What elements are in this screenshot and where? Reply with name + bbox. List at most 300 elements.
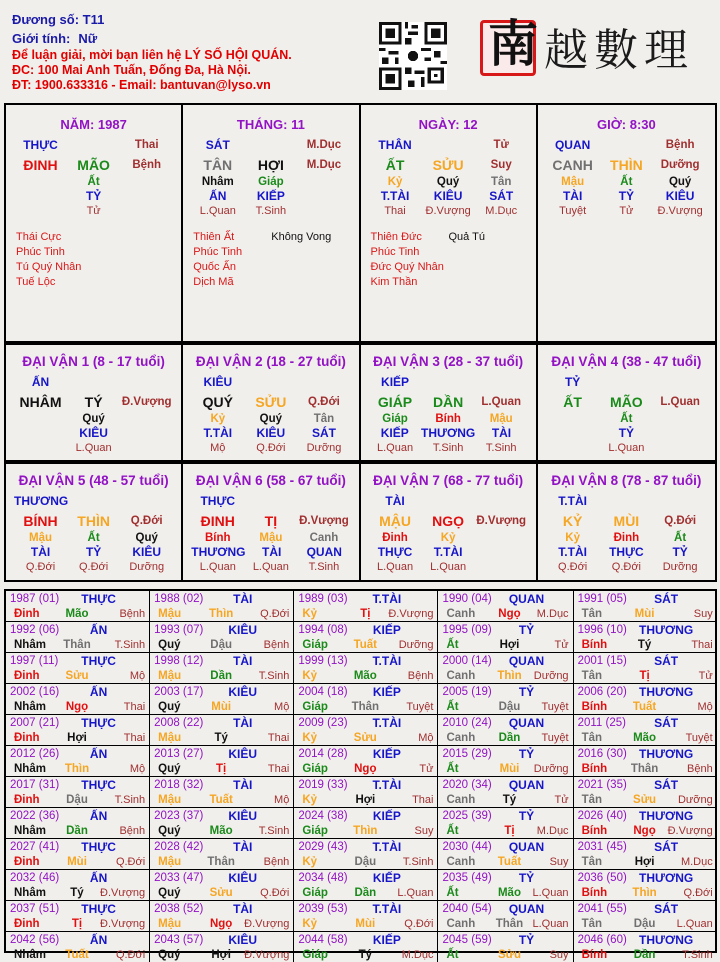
year-top [578,933,713,948]
year-ten-god: TỶ [518,933,535,947]
year-cell[interactable] [150,591,294,622]
year-cell[interactable] [574,839,717,870]
hidden-stem: Ất [620,413,633,425]
year-top [10,747,145,762]
dai-van-3[interactable] [361,345,538,460]
year-bottom [442,731,568,745]
year-cell[interactable] [438,591,573,622]
life-stage: Đ.Vượng [121,396,172,408]
dai-van-2[interactable] [183,345,360,460]
year-stem: Bính [581,887,608,899]
ten-god: TÀI [385,494,405,508]
hidden-gods-row [6,545,181,559]
year-cell[interactable] [438,839,573,870]
year-stage: Suy [549,949,569,961]
year-label: 1999 (13) [298,655,348,667]
star-item: Tuế Lộc [16,276,56,288]
year-cell[interactable] [150,839,294,870]
dai-van-title: ĐẠI VẬN 7 (68 - 77 tuổi) [373,473,524,488]
year-cell[interactable] [294,808,438,839]
dai-van-main-row [6,392,181,412]
year-stage: Dưỡng [533,763,569,775]
hidden-god [14,189,67,203]
hidden-stems-row [361,175,536,189]
hidden-gods-row [538,189,715,203]
year-cell[interactable] [294,870,438,901]
year-top [10,685,145,700]
year-top [578,623,713,638]
chart-info [12,10,292,93]
year-branch: Dần [210,670,233,682]
year-cell[interactable] [438,715,573,746]
pillar-3[interactable] [538,105,715,341]
year-branch: Thìn [632,887,657,899]
year-ten-god: KIÊU [228,685,258,699]
ten-god: ẤN [31,375,50,389]
hidden-stem: Mậu [489,413,513,425]
annual-luck-table [4,589,717,961]
year-stage: Suy [549,856,569,868]
year-ten-god: QUAN [508,716,545,730]
year-stage: Tử [554,794,569,806]
earthly-branch: HỢI [257,157,284,173]
year-stem: Canh [446,608,476,620]
hidden-god: TỶ [85,545,102,559]
god-stage: Tử [493,139,509,151]
year-branch: Thân [351,701,380,713]
year-cell[interactable] [150,901,294,932]
year-stage: Bệnh [687,763,713,775]
hidden-god: TỶ [618,189,635,203]
hidden-stem: Mậu [259,532,283,544]
hidden-god: T.TÀI [558,545,587,559]
year-stage: L.Quan [532,887,569,899]
year-ten-god: QUAN [508,654,545,668]
year-stage: T.Sinh [258,670,290,682]
year-cell[interactable] [6,653,150,684]
year-stage: Đ.Vượng [244,949,290,961]
earthly-branch: TÝ [84,394,103,410]
life-stage: Q.Đới [664,515,697,527]
year-stem: Tân [581,856,603,868]
hidden-god [653,426,707,440]
dai-van-main-row [538,511,715,531]
year-cell[interactable] [438,684,573,715]
year-cell[interactable] [294,746,438,777]
year-top [578,902,713,917]
dai-van-god-row [361,372,536,392]
year-stem: Quý [158,639,181,651]
year-cell[interactable] [574,684,717,715]
year-label: 1991 (05) [577,593,627,605]
year-branch: Dần [66,825,88,837]
year-top [154,623,289,638]
heavenly-stem: TÂN [203,157,233,173]
year-top [442,778,568,793]
year-ten-god: TÀI [233,902,253,916]
god-stage: Thai [134,139,159,151]
year-branch: Sửu [209,887,233,899]
year-bottom [578,824,713,838]
dai-van-1[interactable] [6,345,183,460]
year-cell[interactable] [6,715,150,746]
year-stem: Kỷ [302,856,318,868]
year-stage: Đ.Vượng [667,825,713,837]
year-label: 2045 (59) [442,934,492,946]
year-label: 2031 (45) [577,841,627,853]
hidden-god [297,189,350,203]
year-branch: Thân [630,763,659,775]
year-cell[interactable] [574,622,717,653]
qr-code-icon[interactable] [379,22,447,90]
hidden-stem [653,412,707,426]
year-branch: Mùi [355,918,376,930]
year-cell[interactable] [438,870,573,901]
hidden-god: KIẾP [380,426,409,440]
year-cell[interactable] [574,870,717,901]
year-branch: Sửu [65,670,89,682]
year-cell[interactable] [6,622,150,653]
year-cell[interactable] [574,591,717,622]
year-cell[interactable] [438,777,573,808]
hidden-stage: Q.Đới [256,442,286,454]
pillar-god-row [361,135,536,155]
year-label: 2008 (22) [154,717,204,729]
year-cell[interactable] [150,777,294,808]
hidden-god: TỶ [618,426,635,440]
year-stage: T.Sinh [402,856,434,868]
year-cell[interactable] [150,684,294,715]
hidden-stems-row [6,412,181,426]
year-ten-god: TỶ [518,623,535,637]
ten-god: T.TÀI [558,494,587,508]
year-cell[interactable] [574,746,717,777]
hidden-stem [120,412,173,426]
year-cell[interactable] [6,746,150,777]
year-cell[interactable] [294,932,438,962]
year-bottom [10,793,145,807]
year-cell[interactable] [150,870,294,901]
year-top [10,840,145,855]
hidden-god: TÀI [562,189,583,203]
special-stars [16,230,81,290]
year-stem: Canh [446,856,476,868]
year-cell[interactable] [150,932,294,962]
year-label: 2029 (43) [298,841,348,853]
dai-van-7[interactable] [361,464,538,580]
year-label: 2005 (19) [442,686,492,698]
hidden-god: TÀI [30,545,51,559]
year-stem: Quý [158,825,181,837]
year-label: 1992 (06) [10,624,60,636]
year-label: 2022 (36) [10,810,60,822]
life-stage: Suy [490,159,512,171]
ten-god: QUAN [554,138,591,152]
hidden-stage [120,440,173,456]
year-ten-god: SÁT [654,902,679,916]
year-cell[interactable] [294,622,438,653]
dai-van-5[interactable] [6,464,183,580]
year-stem: Ất [446,949,459,961]
year-ten-god: QUAN [508,592,545,606]
year-cell[interactable] [294,684,438,715]
year-cell[interactable] [574,808,717,839]
special-stars [193,230,332,290]
year-cell[interactable] [574,932,717,962]
year-label: 1997 (11) [10,655,59,667]
year-cell[interactable] [294,901,438,932]
year-cell[interactable] [438,622,573,653]
year-top [154,778,289,793]
star-item: Quốc Ấn [193,261,237,273]
gioi-tinh-label: Giới tính: [12,31,71,46]
year-branch: Mão [353,670,377,682]
year-cell[interactable] [150,715,294,746]
year-label: 2000 (14) [442,655,492,667]
year-ten-god: QUAN [508,840,545,854]
year-cell[interactable] [150,653,294,684]
year-branch: Thân [495,918,524,930]
year-cell[interactable] [294,591,438,622]
year-branch: Hợi [355,794,376,806]
earthly-branch: NGỌ [432,513,465,529]
year-ten-god: TÀI [233,592,253,606]
year-branch: Sửu [353,732,377,744]
year-cell[interactable] [6,839,150,870]
year-stage: Tuyệt [406,701,434,713]
year-bottom [154,607,289,621]
year-bottom [578,917,713,931]
earthly-branch: MÃO [77,157,110,173]
year-ten-god: KIÊU [228,933,258,947]
year-cell[interactable] [438,653,573,684]
year-branch: Ngọ [209,918,233,930]
year-cell[interactable] [150,622,294,653]
year-cell[interactable] [6,808,150,839]
year-cell[interactable] [150,746,294,777]
year-cell[interactable] [438,901,573,932]
hidden-god: T.TÀI [433,545,463,559]
year-stage: Mộ [418,732,434,744]
hidden-stems-row [538,175,715,189]
year-cell[interactable] [438,808,573,839]
year-cell[interactable] [6,591,150,622]
hidden-gods-row [361,426,536,440]
pillar-main-row [538,155,715,175]
year-stage: Bệnh [263,856,290,868]
hidden-stage: L.Quan [608,442,645,454]
year-branch: Tuất [209,794,233,806]
year-cell[interactable] [6,777,150,808]
year-label: 2011 (25) [577,717,626,729]
year-stage: Mộ [274,794,290,806]
year-bottom [154,824,289,838]
hidden-stage [546,440,600,456]
hidden-stem [475,531,528,545]
year-cell[interactable] [294,653,438,684]
hidden-stages-row [6,203,181,219]
hidden-stage [14,440,67,456]
dai-van-8[interactable] [538,464,715,580]
year-ten-god: THỰC [81,654,116,668]
year-stage: T.Sinh [114,639,146,651]
year-label: 2004 (18) [298,686,348,698]
year-top [578,809,713,824]
year-cell[interactable] [150,808,294,839]
life-stage: Q.Đới [308,396,340,408]
year-ten-god: ẤN [89,933,108,947]
year-stem: Đinh [14,732,40,744]
year-branch: Tý [70,887,84,899]
hidden-stem: Tân [313,413,335,425]
year-cell[interactable] [438,932,573,962]
hidden-god: SÁT [489,189,514,203]
year-label: 2030 (44) [442,841,492,853]
year-top [442,933,568,948]
hidden-stems-row [6,531,181,545]
year-stem: Tân [581,608,603,620]
heavenly-stem: ĐINH [200,513,235,529]
year-stage: Mộ [129,763,146,775]
pillar-main-row [6,155,181,175]
year-cell[interactable] [6,870,150,901]
hidden-stage: T.Sinh [255,205,287,217]
pillar-title: NĂM: 1987 [60,117,127,132]
hidden-stem: Ất [674,532,687,544]
year-bottom [442,762,568,776]
year-cell[interactable] [574,901,717,932]
year-stem: Mậu [158,918,182,930]
year-label: 1996 (10) [577,624,627,636]
year-stage: Mộ [274,701,290,713]
year-top [578,716,713,731]
dai-van-god-row [6,491,181,511]
year-label: 2012 (26) [10,748,60,760]
year-top [154,871,289,886]
year-stage: L.Quan [532,918,569,930]
year-cell[interactable] [574,715,717,746]
year-top [298,871,433,886]
year-cell[interactable] [294,839,438,870]
year-ten-god: ẤN [89,685,108,699]
year-ten-god: THƯƠNG [639,685,694,699]
year-branch: Mão [633,732,657,744]
pillar-title: NGÀY: 12 [418,117,478,132]
hidden-god [120,426,173,440]
star-item: Tú Quý Nhân [16,261,82,273]
hidden-stem: Nhâm [201,176,234,188]
year-ten-god: THỰC [81,716,116,730]
pillar-title: GIỜ: 8:30 [596,117,656,132]
pillar-2[interactable] [361,105,538,341]
year-ten-god: ẤN [89,623,108,637]
year-stage: Đ.Vượng [244,918,290,930]
pillar-god-row [6,135,181,155]
hidden-gods-row [183,426,358,440]
dai-van-6[interactable] [183,464,360,580]
year-stem: Kỷ [302,918,318,930]
hidden-gods-row [538,426,715,440]
year-cell[interactable] [6,932,150,962]
year-cell[interactable] [294,715,438,746]
year-cell[interactable] [6,684,150,715]
year-stem: Đinh [14,794,40,806]
hidden-stem: Bính [205,532,231,544]
year-ten-god: KIẾP [372,623,401,637]
year-ten-god: T.TÀI [372,716,402,730]
year-branch: Hợi [634,856,655,868]
year-stem: Kỷ [302,670,318,682]
dai-van-title: ĐẠI VẬN 2 (18 - 27 tuổi) [195,354,346,369]
hidden-stage: L.Quan [376,442,414,454]
hidden-gods-row [361,189,536,203]
year-stage: Đ.Vượng [388,608,434,620]
pillar-god-row [538,135,715,155]
year-label: 2003 (17) [154,686,204,698]
year-top [442,809,568,824]
year-ten-god: THƯƠNG [639,623,694,637]
life-stage: Đ.Vượng [299,515,349,527]
earthly-branch: MÙI [613,513,640,529]
year-stem: Quý [158,701,181,713]
year-top [298,902,433,917]
dai-van-main-row [183,392,358,412]
dai-van-4[interactable] [538,345,715,460]
god-stage: Bệnh [665,139,695,151]
year-cell[interactable] [574,777,717,808]
year-top [154,840,289,855]
year-top [298,840,433,855]
pillar-1[interactable] [183,105,360,341]
hidden-stem: Kỷ [210,413,226,425]
year-stage: T.Sinh [258,825,290,837]
year-cell[interactable] [574,653,717,684]
year-cell[interactable] [438,746,573,777]
year-ten-god: TÀI [233,840,253,854]
hidden-stem: Ất [87,532,100,544]
heavenly-stem: GIÁP [377,394,413,410]
year-branch: Ngọ [65,701,89,713]
year-cell[interactable] [6,901,150,932]
year-top [10,809,145,824]
hidden-stage: L.Quan [430,561,467,573]
year-ten-god: THƯƠNG [639,747,694,761]
spacer [422,135,475,155]
year-branch: Dần [354,887,377,899]
hidden-god: KIẾP [256,189,285,203]
dai-van-god-row [6,372,181,392]
year-label: 2017 (31) [10,779,60,791]
pillar-0[interactable] [6,105,183,341]
year-label: 2040 (54) [442,903,492,915]
year-bottom [10,700,145,714]
year-stem: Kỷ [302,608,318,620]
year-top [10,933,145,948]
year-label: 2002 (16) [10,686,60,698]
year-ten-god: TÀI [233,716,253,730]
hidden-stem: Kỷ [565,532,580,544]
contact-message: Để luận giải, mời bạn liên hệ LÝ SỐ HỘI QUÁN. [12,48,292,62]
year-top [298,933,433,948]
year-top [154,716,289,731]
hidden-stem: Đinh [613,532,640,544]
year-cell[interactable] [294,777,438,808]
ten-god: SÁT [205,138,230,152]
duong-so [12,10,292,29]
year-label: 2035 (49) [442,872,492,884]
year-bottom [442,669,568,683]
year-bottom [578,638,713,652]
